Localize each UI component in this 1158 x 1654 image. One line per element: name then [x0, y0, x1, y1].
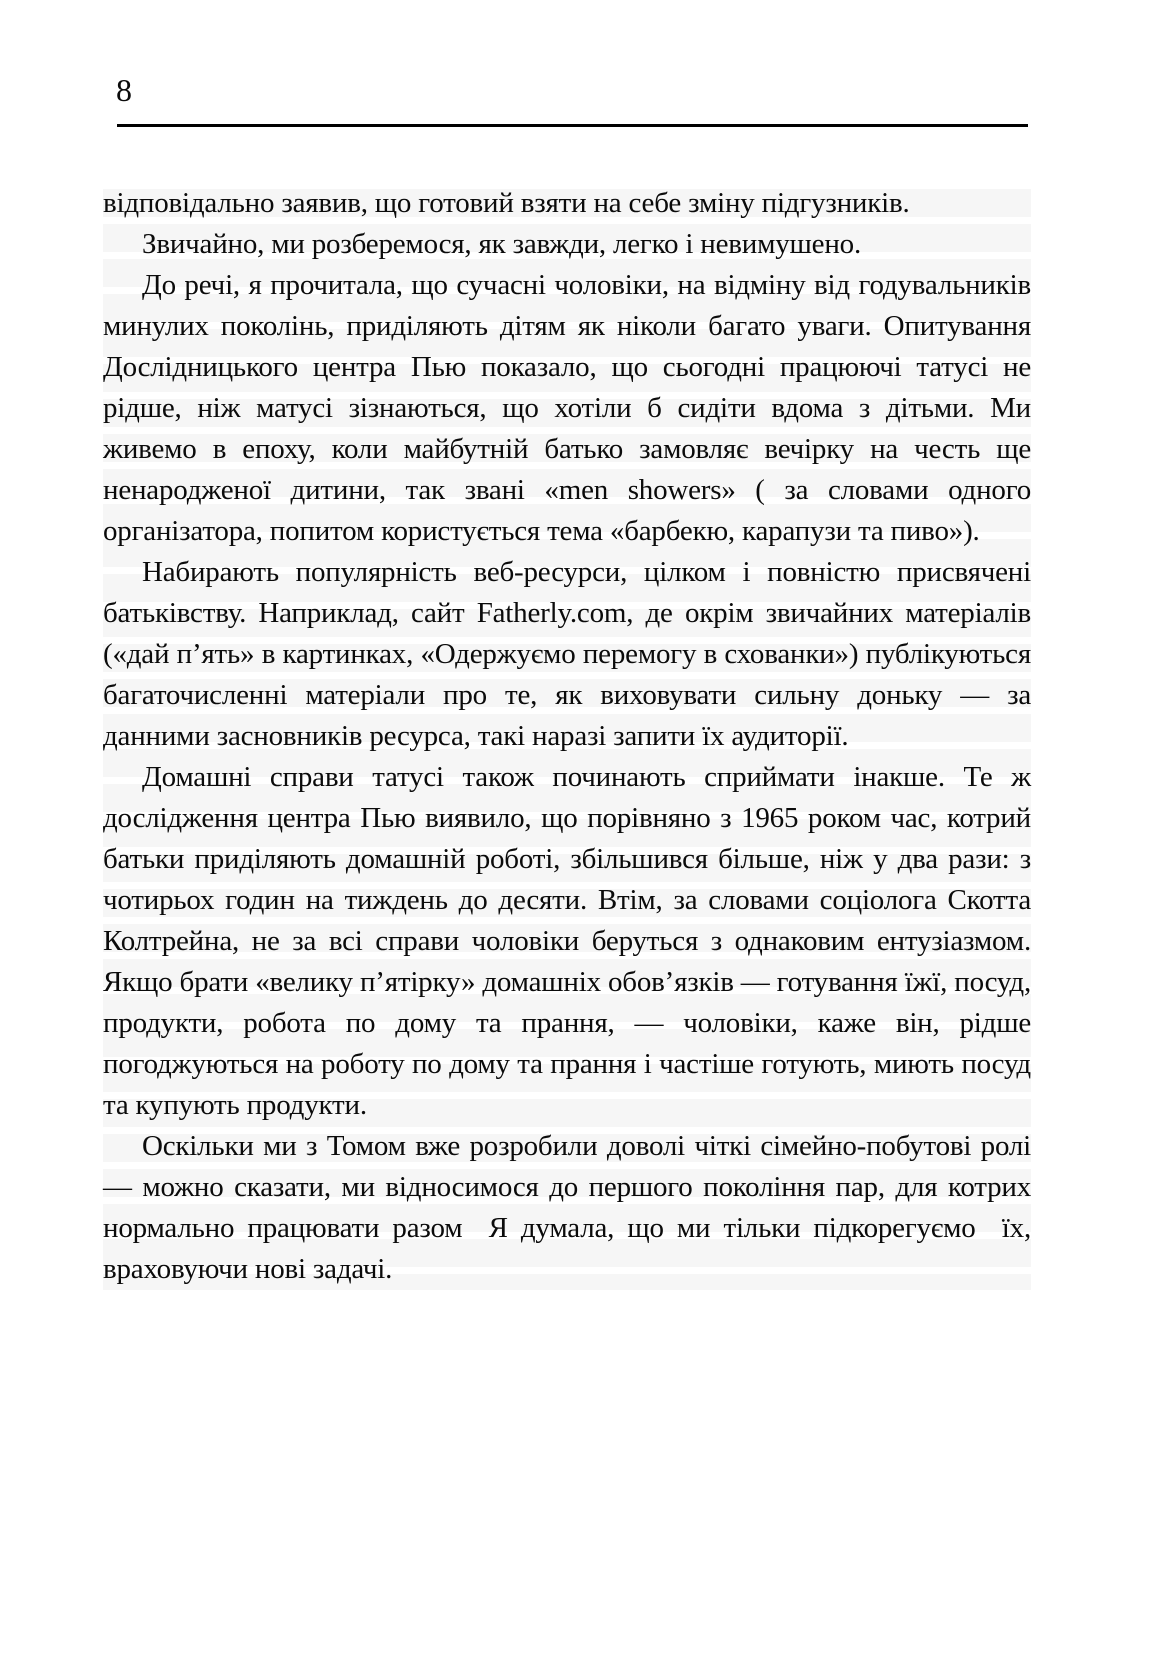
paragraph: Звичайно, ми розберемося, як завжди, легко і невимушено. — [142, 228, 862, 260]
paragraph: Набирають популярність веб-ресурси, цілком і повністю присвячені батьківству. Наприклад, сайт Fatherly.com, де окрім звичайних матеріалів («дай п’ять» в картинках, «Одержуємо перемогу в схованки») публікуються багаточисленні матеріали про те, як виховувати сильну доньку — за данними засновників ресурса, такі наразі запити їх аудиторії. — [103, 556, 1031, 752]
page-body — [103, 183, 1031, 1290]
paragraph: Домашні справи татусі також починають сприймати інакше. Те ж дослідження центра Пью виявило, що порівняно з 1965 роком час, котрий батьки приділяють домашній роботі, збільшився більше, ніж у два рази: з чотирьох годин на тиждень до десяти. Втім, за словами соціолога Скотта Колтрейна, не за всі справи чоловіки беруться з однаковим ентузіазмом. Якщо брати «велику п’ятірку» домашніх обов’язків — готування їжї, посуд, продукти, робота по дому та прання, — чоловіки, каже він, рідше погоджуються на роботу по дому та прання і частіше готують, миють посуд та купують продукти. — [103, 761, 1031, 1121]
paragraph: Оскільки ми з Томом вже розробили доволі чіткі сімейно-побутові ролі — можно сказати, ми відносимося до першого покоління пар, для котрих нормально працювати разом Я думала, що ми тільки підкорегуємо їх, враховуючи нові задачі. — [103, 1130, 1031, 1285]
paragraph: До речі, я прочитала, що сучасні чоловіки, на відміну від годувальників минулих поколінь, приділяють дітям як ніколи багато уваги. Опитування Дослідницького центра Пью показало, що сьогодні працюючі татусі не рідше, ніж матусі зізнаються, що хотіли б сидіти вдома з дітьми. Ми живемо в епоху, коли майбутній батько замовляє вечірку на честь ще ненародженої дитини, так звані «men showers» ( за словами одного організатора, попитом користується тема «барбекю, карапузи та пиво»). — [103, 269, 1031, 547]
page-number: 8 — [116, 72, 132, 108]
header-rule — [117, 124, 1028, 127]
paragraph-continuation: відповідально заявив, що готовий взяти на себе зміну підгузників. — [103, 187, 910, 219]
